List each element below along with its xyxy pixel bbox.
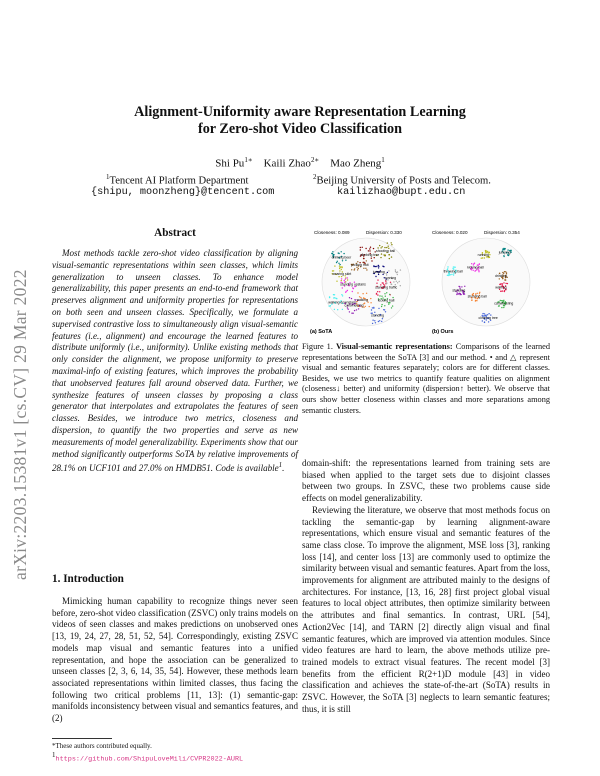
- scatter-point: [378, 267, 379, 268]
- intro-body: [52, 596, 298, 725]
- scatter-point: [392, 305, 393, 306]
- dispersion-a: Dispersion: 0.330: [366, 230, 402, 235]
- scatter-point: [453, 266, 454, 267]
- scatter-point: [400, 269, 401, 270]
- code-link[interactable]: https://github.com/ShipuLoveMili/CVPR2022-AURL: [55, 755, 244, 764]
- caption-bold: Visual-semantic representations:: [335, 342, 453, 351]
- scatter-point: [347, 290, 348, 291]
- scatter-point: [338, 276, 339, 277]
- scatter-point: [505, 283, 506, 284]
- scatter-point: [475, 300, 476, 301]
- scatter-point: [456, 294, 457, 295]
- email-1: {shipu, moonzheng}@tencent.com: [91, 187, 275, 198]
- figure-svg: [308, 227, 546, 335]
- scatter-point: [378, 308, 379, 309]
- class-label: walking: [495, 285, 507, 290]
- scatter-point: [503, 248, 504, 249]
- aff-mark: 1: [106, 173, 110, 181]
- scatter-point: [374, 320, 375, 321]
- author-list: [0, 156, 600, 170]
- scatter-point: [378, 321, 379, 322]
- scatter-point: [384, 305, 385, 306]
- scatter-point: [368, 250, 369, 251]
- scatter-point: [379, 295, 380, 296]
- scatter-point: [504, 248, 505, 249]
- scatter-point: [474, 263, 475, 264]
- scatter-point: [390, 282, 391, 283]
- scatter-point: [471, 263, 472, 264]
- scatter-point: [356, 309, 357, 310]
- scatter-point: [377, 294, 378, 295]
- scatter-point: [366, 269, 367, 270]
- scatter-point: [379, 291, 380, 292]
- scatter-point: [388, 304, 389, 305]
- aff-text: Beijing University of Posts and Telecom.: [316, 175, 491, 187]
- scatter-point: [488, 313, 489, 314]
- class-label: drinking: [495, 274, 507, 279]
- scatter-point: [396, 281, 397, 282]
- scatter-point: [372, 320, 373, 321]
- arxiv-stamp: arXiv:2203.15381v1 [cs.CV] 29 Mar 2022: [10, 269, 30, 580]
- scatter-point: [351, 313, 352, 314]
- scatter-point: [349, 297, 350, 298]
- scatter-point: [450, 274, 451, 275]
- scatter-point: [502, 290, 503, 291]
- scatter-point: [366, 260, 367, 261]
- sphere-a: [322, 238, 410, 326]
- class-label: running: [477, 253, 489, 257]
- scatter-point: [503, 282, 504, 283]
- paper-title-line1: Alignment-Uniformity aware Representation Learning: [134, 104, 466, 120]
- scatter-point: [393, 281, 394, 282]
- scatter-point: [502, 272, 503, 273]
- scatter-point: [380, 257, 381, 258]
- scatter-point: [351, 269, 352, 270]
- panel-a-label: (a) SoTA: [310, 329, 333, 335]
- class-label: shooting ball: [376, 248, 396, 253]
- scatter-point: [371, 309, 372, 310]
- intro-text: Mimicking human capability to recognize things never seen before, zero-shot video classification (ZSVC) only trains models on videos of seen classes and makes predictions on unobserved ones [13, 19, 24, 27, 28, 51, 52, 54]. Correspondingly, existing ZSVC models map visual and semantic features into a unified representation, and hope the association can be generalized to unseen classes [2, 3, 6, 14, 35, 54]. However, these methods learn associated representations within limited classes, thus facing the following two critical problems [11, 13]: (1) semantic-gap: manifolds inconsistency between visual and semantics features, and (2): [52, 596, 298, 724]
- scatter-point: [341, 276, 342, 277]
- scatter-point: [371, 258, 372, 259]
- closeness-b: Closeness: 0.020: [432, 230, 468, 235]
- scatter-point: [334, 294, 335, 295]
- scatter-point: [344, 280, 345, 281]
- scatter-point: [370, 298, 371, 299]
- scatter-point: [348, 309, 349, 310]
- scatter-point: [373, 248, 374, 249]
- scatter-point: [365, 248, 366, 249]
- class-label: standing: [371, 313, 384, 318]
- scatter-point: [345, 260, 346, 261]
- scatter-point: [382, 318, 383, 319]
- scatter-point: [377, 291, 378, 292]
- scatter-point: [362, 293, 363, 294]
- scatter-point: [391, 244, 392, 245]
- right-column-body: [302, 458, 550, 715]
- scatter-point: [510, 252, 511, 253]
- scatter-point: [387, 242, 388, 243]
- class-label: wearing skirt: [332, 272, 352, 276]
- author-name: Shi Pu: [215, 157, 245, 170]
- scatter-point: [339, 264, 340, 265]
- scatter-point: [369, 250, 370, 251]
- scatter-point: [384, 255, 385, 256]
- scatter-point: [381, 306, 382, 307]
- author-name: Kaili Zhao: [263, 157, 311, 170]
- scatter-point: [391, 242, 392, 243]
- scatter-point: [336, 262, 337, 263]
- scatter-point: [395, 269, 396, 270]
- scatter-point: [358, 268, 359, 269]
- scatter-point: [379, 245, 380, 246]
- scatter-point: [379, 320, 380, 321]
- scatter-point: [362, 247, 363, 248]
- scatter-point: [342, 287, 343, 288]
- scatter-point: [336, 281, 337, 282]
- scatter-point: [478, 270, 479, 271]
- panel-sota: [310, 230, 410, 335]
- scatter-point: [357, 292, 358, 293]
- scatter-point: [381, 321, 382, 322]
- scatter-point: [377, 279, 378, 280]
- scatter-point: [489, 254, 490, 255]
- scatter-point: [383, 309, 384, 310]
- caption-label: Figure 1.: [302, 342, 333, 351]
- right-paragraph-1: domain-shift: the representations learned from training sets are biased when applied to the target sets due to disjoint classes between two groups. In ZSVC, these two problems cause side effects on model generalizability.: [302, 458, 550, 504]
- scatter-point: [499, 278, 500, 279]
- scatter-point: [385, 311, 386, 312]
- scatter-point: [330, 305, 331, 306]
- dispersion-b: Dispersion: 0.354: [484, 230, 520, 235]
- scatter-point: [399, 281, 400, 282]
- figure-1: [308, 227, 546, 335]
- scatter-point: [363, 268, 364, 269]
- scatter-point: [501, 307, 502, 308]
- scatter-point: [478, 271, 479, 272]
- scatter-point: [381, 253, 382, 254]
- class-label: cartwheeling: [494, 301, 514, 306]
- intro-heading: 1. Introduction: [52, 573, 124, 585]
- footnote-1: *These authors contributed equally.: [52, 742, 152, 750]
- scatter-point: [339, 265, 340, 266]
- scatter-point: [487, 251, 488, 252]
- scatter-point: [454, 266, 455, 267]
- author-name: Mao Zheng: [330, 157, 382, 170]
- class-label: climbing tree: [478, 316, 498, 320]
- scatter-point: [474, 270, 475, 271]
- scatter-point: [498, 305, 499, 306]
- scatter-point: [376, 283, 377, 284]
- scatter-point: [389, 254, 390, 255]
- scatter-point: [349, 311, 350, 312]
- aff-text: Tencent AI Platform Department: [109, 175, 249, 187]
- panel-b-label: (b) Ours: [432, 329, 454, 335]
- scatter-point: [351, 298, 352, 299]
- scatter-point: [373, 265, 374, 266]
- class-label: drinking beer: [331, 255, 352, 260]
- scatter-point: [343, 253, 344, 254]
- scatter-point: [341, 294, 342, 295]
- scatter-point: [484, 313, 485, 314]
- class-label: climbing tree: [360, 253, 380, 258]
- scatter-point: [503, 256, 504, 257]
- scatter-point: [357, 269, 358, 270]
- scatter-point: [382, 246, 383, 247]
- scatter-point: [488, 321, 489, 322]
- scatter-point: [333, 297, 334, 298]
- class-label: standing: [452, 288, 466, 293]
- scatter-point: [388, 246, 389, 247]
- scatter-point: [365, 306, 366, 307]
- scatter-point: [352, 291, 353, 292]
- scatter-point: [360, 249, 361, 250]
- scatter-point: [373, 307, 374, 308]
- class-label: kicking ball: [467, 265, 484, 270]
- scatter-point: [482, 257, 483, 258]
- scatter-point: [388, 270, 389, 271]
- scatter-point: [481, 258, 482, 259]
- scatter-point: [365, 268, 366, 269]
- class-label: running: [384, 276, 397, 280]
- scatter-point: [334, 309, 335, 310]
- scatter-point: [382, 266, 383, 267]
- scatter-point: [374, 257, 375, 258]
- scatter-point: [385, 281, 386, 282]
- scatter-point: [332, 253, 333, 254]
- scatter-point: [484, 257, 485, 258]
- scatter-point: [447, 266, 448, 267]
- scatter-point: [342, 309, 343, 310]
- author-mark: 1: [381, 156, 385, 164]
- scatter-point: [473, 270, 474, 271]
- scatter-point: [366, 293, 367, 294]
- scatter-point: [471, 299, 472, 300]
- scatter-point: [461, 286, 462, 287]
- scatter-point: [451, 274, 452, 275]
- scatter-point: [337, 261, 338, 262]
- scatter-point: [329, 297, 330, 298]
- scatter-point: [375, 322, 376, 323]
- scatter-point: [397, 274, 398, 275]
- scatter-point: [339, 267, 340, 268]
- abstract-body: Most methods tackle zero-shot video classification by aligning visual-semantic representations within seen classes, which limits generalization to unseen classes. To enhance model generalizability, this paper presents an end-to-end framework that preserves alignment and uniformity properties for representations on both seen and unseen classes. Specifically, we formulate a supervised contrastive loss to simultaneously align visual-semantic features (i.e., alignment) and encourage the learned features to distribute uniformly (i.e., uniformity). Unlike existing methods that only consider the alignment, we propose uniformity to preserve maximal-info of existing features, which improves the probability that unobserved features fall around observed data. Further, we synthesize features of unseen classes by proposing a class generator that interpolates and extrapolates the features of seen classes. Besides, we introduce two metrics, closeness and dispersion, to quantify the two properties and serve as new measurements of model generalizability. Experiments show that our method significantly outperforms SoTA by relative improvements of 28.1% on UCF101 and 27.0% on HMDB51. Code is available$^1$.: [52, 248, 298, 474]
- scatter-point: [386, 273, 387, 274]
- author-mark: 2∗: [310, 156, 320, 164]
- scatter-point: [347, 277, 348, 278]
- scatter-point: [476, 300, 477, 301]
- scatter-point: [507, 283, 508, 284]
- footnote-mark: 1: [52, 751, 56, 759]
- footnote-2: [52, 751, 243, 764]
- panel-ours: [432, 230, 530, 335]
- scatter-point: [376, 266, 377, 267]
- scatter-point: [363, 258, 364, 259]
- class-label: shooting ball: [467, 294, 487, 299]
- scatter-point: [342, 260, 343, 261]
- scatter-point: [504, 291, 505, 292]
- scatter-point: [369, 306, 370, 307]
- scatter-point: [341, 278, 342, 279]
- scatter-point: [353, 288, 354, 289]
- scatter-point: [395, 271, 396, 272]
- scatter-point: [381, 296, 382, 297]
- scatter-point: [364, 303, 365, 304]
- scatter-point: [347, 279, 348, 280]
- scatter-point: [501, 291, 502, 292]
- scatter-point: [391, 307, 392, 308]
- scatter-point: [341, 266, 342, 267]
- scatter-point: [487, 257, 488, 258]
- scatter-point: [459, 294, 460, 295]
- scatter-point: [370, 302, 371, 303]
- scatter-point: [371, 260, 372, 261]
- scatter-point: [336, 298, 337, 299]
- scatter-point: [503, 307, 504, 308]
- scatter-point: [505, 279, 506, 280]
- scatter-point: [341, 251, 342, 252]
- scatter-point: [504, 271, 505, 272]
- scatter-point: [386, 282, 387, 283]
- scatter-point: [376, 293, 377, 294]
- scatter-point: [384, 293, 385, 294]
- class-label: walking downstairs: [328, 300, 357, 305]
- class-label: picking fruit: [351, 263, 369, 268]
- scatter-point: [360, 247, 361, 248]
- scatter-point: [342, 295, 343, 296]
- class-label: walking: [356, 297, 368, 302]
- caption-text: Comparisons of the learned representations between the SoTA [3] and our method. • and △ represent visual and semantic features separately; colors are for different classes. Besides, we use two metrics to quantify feature qualities on alignment (closeness↓ better) and uniformity (dispersion↑ better). We observe that ours show better closeness within classes and more separations among semantic clusters.: [302, 342, 550, 415]
- aff-mark: 2: [313, 173, 317, 181]
- class-label: jumping: [498, 250, 511, 255]
- scatter-point: [447, 275, 448, 276]
- scatter-point: [338, 252, 339, 253]
- scatter-point: [397, 282, 398, 283]
- scatter-point: [479, 292, 480, 293]
- scatter-point: [458, 293, 459, 294]
- email-2: kailizhao@bupt.edu.cn: [337, 187, 466, 198]
- scatter-point: [372, 307, 373, 308]
- class-label: standing upstairs: [340, 282, 366, 287]
- footnote-mark: 1: [278, 461, 283, 470]
- scatter-point: [382, 274, 383, 275]
- scatter-point: [334, 265, 335, 266]
- scatter-point: [382, 282, 383, 283]
- scatter-point: [400, 285, 401, 286]
- scatter-point: [486, 250, 487, 251]
- scatter-point: [484, 322, 485, 323]
- abstract-text: Most methods tackle zero-shot video classification by aligning visual-semantic representations within seen classes, which limits generalization to unseen classes. To enhance model generalizability, this paper presents an end-to-end framework that preserves alignment and uniformity properties for representations on both seen and unseen classes. Specifically, we formulate a supervised contrastive loss to simultaneously align visual-semantic features (i.e., alignment) and encourage the learned features to distribute uniformly (i.e., uniformity). Unlike existing methods that only consider the alignment, we propose uniformity to preserve maximal-info of existing features, which improves the probability that unobserved features fall around observed data. Further, we synthesize features of unseen classes by proposing a class generator that interpolates and extrapolates the features of seen classes. Besides, we introduce two metrics, closeness and dispersion, to quantify the two properties and serve as new measurements of model generalizability. Experiments show that our method significantly outperforms SoTA by relative improvements of 28.1% on UCF101 and 27.0% on HMDB51. Code is available: [52, 248, 298, 474]
- right-paragraph-2: Reviewing the literature, we observe that most methods focus on tackling the semantic-gap by learning alignment-aware representations, which ensure visual and semantic features of the same class close. To improve the alignment, MSE loss [3], ranking loss [14], and center loss [13] are commonly used to optimize the similarity between visual and semantic features. Apart from the loss, improvements for alignment are attributed mainly to the designs of architectures. For instance, [13, 16, 28] first project global visual features to local object attributes, then optimize similarity between the attributes and final semantics. In contrast, URL [54], Action2Vec [14], and TARN [2] directly align visual and final semantic features, which are improved via attention modules. Since video features are hard to learn, the above methods utilize pre-trained models to extract visual features. The recent model [3] benefits from the efficient R(2+1)D module [43] in video classification and achieves the state-of-the-art (SoTA) results in ZSVC. However, the SoTA [3] neglects to learn semantic features; thus, it is still: [302, 504, 550, 714]
- scatter-point: [354, 269, 355, 270]
- scatter-point: [381, 304, 382, 305]
- footnote-rule: [52, 738, 112, 739]
- class-label: jumping: [372, 269, 385, 274]
- scatter-point: [458, 286, 459, 287]
- scatter-point: [396, 272, 397, 273]
- scatter-point: [341, 280, 342, 281]
- scatter-point: [391, 256, 392, 257]
- scatter-point: [354, 310, 355, 311]
- scatter-point: [505, 271, 506, 272]
- abstract-heading: Abstract: [154, 227, 196, 239]
- scatter-point: [387, 272, 388, 273]
- scatter-point: [332, 251, 333, 252]
- scatter-point: [375, 276, 376, 277]
- scatter-point: [372, 323, 373, 324]
- scatter-point: [358, 308, 359, 309]
- scatter-point: [345, 292, 346, 293]
- scatter-point: [464, 286, 465, 287]
- scatter-point: [370, 247, 371, 248]
- scatter-point: [453, 274, 454, 275]
- scatter-point: [375, 266, 376, 267]
- author-mark: 1∗: [244, 156, 253, 164]
- scatter-point: [338, 263, 339, 264]
- scatter-point: [389, 258, 390, 259]
- scatter-point: [341, 269, 342, 270]
- scatter-point: [389, 294, 390, 295]
- scatter-point: [386, 292, 387, 293]
- paper-title-line2: for Zero-shot Video Classification: [197, 121, 402, 137]
- scatter-point: [378, 274, 379, 275]
- scatter-point: [337, 309, 338, 310]
- class-label: kicking ball: [377, 298, 395, 303]
- scatter-point: [479, 263, 480, 264]
- class-label: throwing ball: [443, 269, 463, 274]
- scatter-point: [482, 320, 483, 321]
- scatter-point: [345, 279, 346, 280]
- class-label: cartwheeling: [344, 303, 364, 308]
- scatter-point: [482, 313, 483, 314]
- class-label: standing traffic: [375, 285, 398, 290]
- scatter-point: [378, 265, 379, 266]
- closeness-a: Closeness: 0.089: [314, 230, 350, 235]
- figure-caption: [302, 342, 550, 416]
- scatter-point: [489, 257, 490, 258]
- scatter-point: [385, 296, 386, 297]
- scatter-point: [345, 277, 346, 278]
- scatter-point: [347, 307, 348, 308]
- scatter-point: [353, 313, 354, 314]
- scatter-point: [369, 248, 370, 249]
